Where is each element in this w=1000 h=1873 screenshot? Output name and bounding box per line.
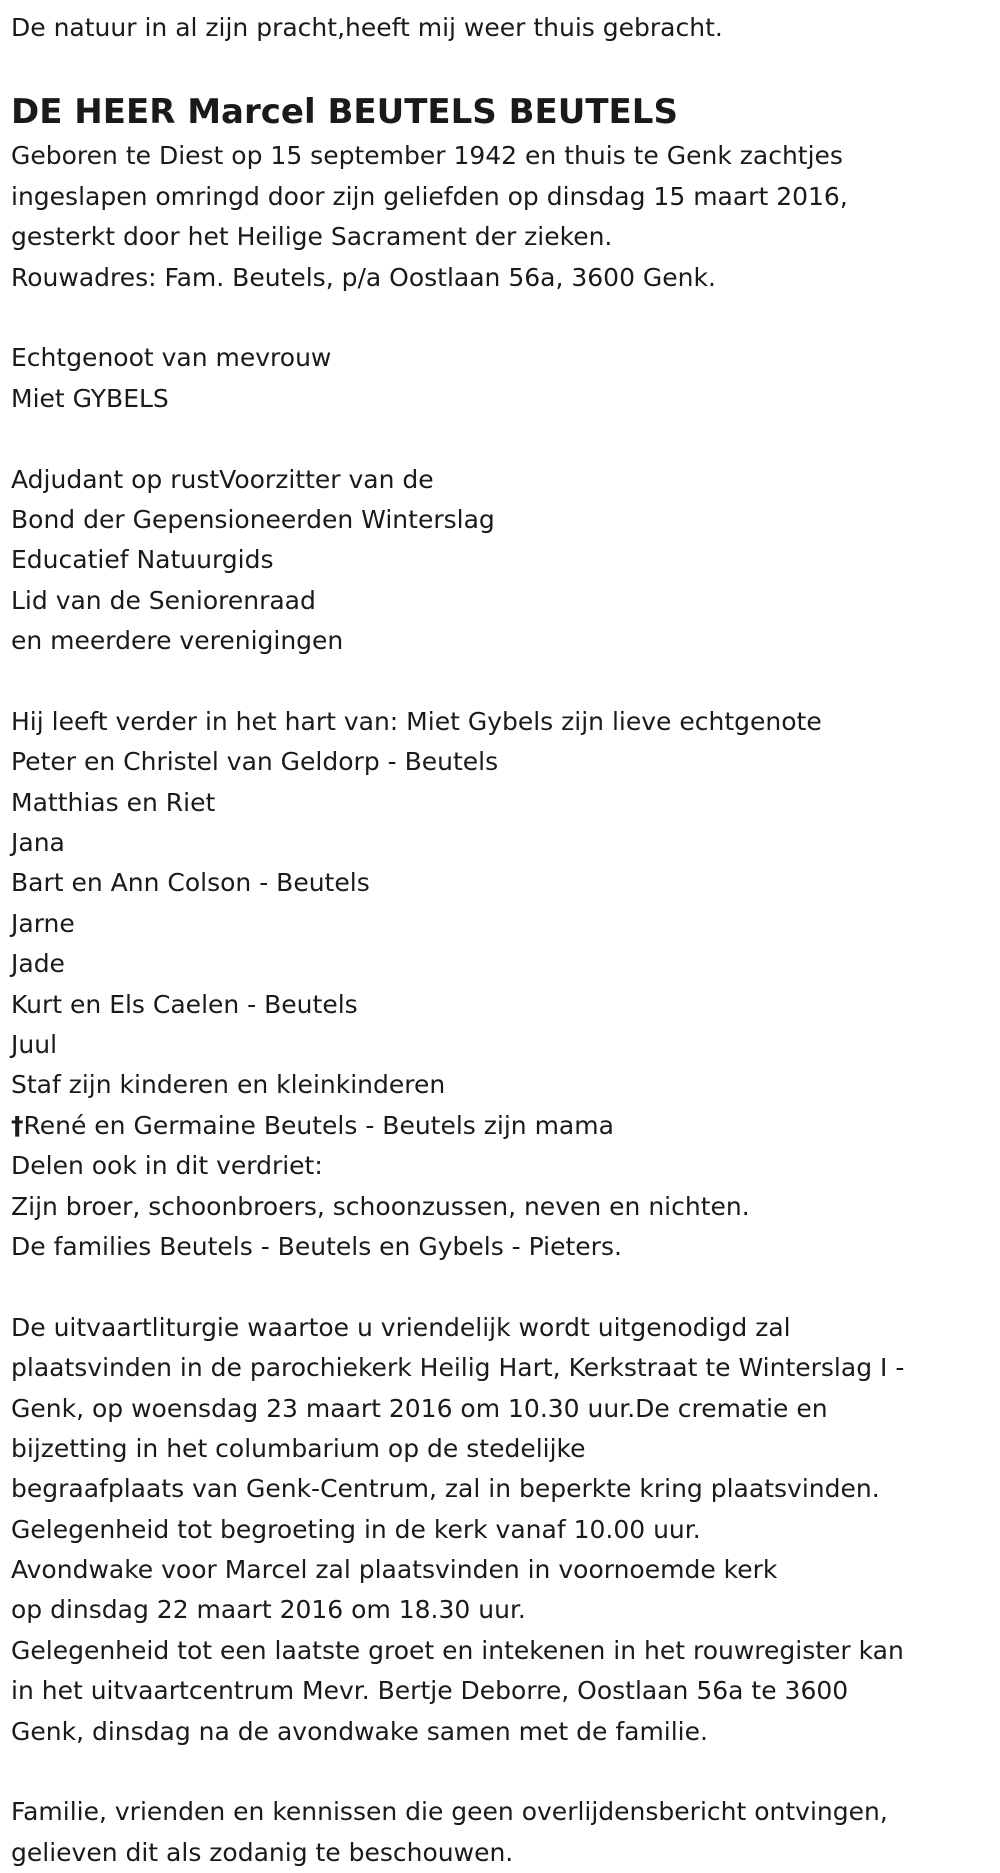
ceremony-line: Gelegenheid tot begroeting in de kerk vanaf 10.00 uur. (11, 1514, 701, 1544)
family-line: Jarne (11, 908, 75, 938)
spacer (11, 1752, 989, 1792)
function-line: en meerdere verenigingen (11, 626, 344, 656)
spacer (11, 661, 989, 701)
ceremony-section (11, 1308, 989, 1752)
obituary-title: DE HEER Marcel BEUTELS BEUTELS (11, 92, 678, 133)
ceremony-line: Genk, op woensdag 23 maart 2016 om 10.30 uur.De crematie en (11, 1393, 828, 1423)
ceremony-line: in het uitvaartcentrum Mevr. Bertje Deborre, Oostlaan 56a te 3600 (11, 1676, 849, 1706)
spouse-section (11, 338, 989, 419)
family-line: Hij leeft verder in het hart van: Miet Gybels zijn lieve echtgenote (11, 706, 822, 736)
function-line: Bond der Gepensioneerden Winterslag (11, 504, 495, 534)
spacer (11, 298, 989, 338)
family-line: Bart en Ann Colson - Beutels (11, 868, 370, 898)
closing-line: Familie, vrienden en kennissen die geen overlijdensbericht ontvingen, (11, 1797, 888, 1827)
spacer (11, 419, 989, 459)
spacer (11, 1267, 989, 1307)
function-line: Adjudant op rustVoorzitter van de (11, 464, 434, 494)
family-line: Jade (11, 949, 65, 979)
family-line: Kurt en Els Caelen - Beutels (11, 989, 358, 1019)
family-line: Peter en Christel van Geldorp - Beutels (11, 747, 499, 777)
ceremony-line: bijzetting in het columbarium op de stedelijke (11, 1433, 586, 1463)
birth-section (11, 136, 989, 298)
family-line: Jana (11, 828, 65, 858)
ceremony-line: plaatsvinden in de parochiekerk Heilig Hart, Kerkstraat te Winterslag I - (11, 1353, 905, 1383)
parents-line (11, 1106, 989, 1146)
relatives-line: De families Beutels - Beutels en Gybels - Pieters. (11, 1231, 622, 1261)
spouse-line: Echtgenoot van mevrouw (11, 343, 332, 373)
closing-section (11, 1792, 989, 1873)
closing-line: gelieven dit als zodanig te beschouwen. (11, 1837, 514, 1867)
ceremony-line: De uitvaartliturgie waartoe u vriendelijk wordt uitgenodigd zal (11, 1312, 791, 1342)
functions-section (11, 460, 989, 662)
family-line: Juul (11, 1029, 58, 1059)
function-line: Educatief Natuurgids (11, 545, 274, 575)
family-line: Matthias en Riet (11, 787, 216, 817)
parents-text: René en Germaine Beutels - Beutels zijn mama (23, 1110, 614, 1140)
ceremony-line: Genk, dinsdag na de avondwake samen met de familie. (11, 1716, 708, 1746)
relatives-line: Delen ook in dit verdriet: (11, 1151, 323, 1181)
ceremony-line: Avondwake voor Marcel zal plaatsvinden in voornoemde kerk (11, 1555, 778, 1585)
mourning-address: Rouwadres: Fam. Beutels, p/a Oostlaan 56a, 3600 Genk. (11, 262, 716, 292)
ceremony-line: begraafplaats van Genk-Centrum, zal in beperkte kring plaatsvinden. (11, 1474, 880, 1504)
birth-line: gesterkt door het Heilige Sacrament der zieken. (11, 222, 613, 252)
birth-line: Geboren te Diest op 15 september 1942 en thuis te Genk zachtjes (11, 141, 843, 171)
family-line: Staf zijn kinderen en kleinkinderen (11, 1070, 446, 1100)
relatives-line: Zijn broer, schoonbroers, schoonzussen, neven en nichten. (11, 1191, 750, 1221)
ceremony-line: op dinsdag 22 maart 2016 om 18.30 uur. (11, 1595, 526, 1625)
birth-line: ingeslapen omringd door zijn geliefden op dinsdag 15 maart 2016, (11, 181, 848, 211)
ceremony-line: Gelegenheid tot een laatste groet en intekenen in het rouwregister kan (11, 1635, 904, 1665)
family-section (11, 702, 989, 1267)
function-line: Lid van de Seniorenraad (11, 585, 316, 615)
intro-quote: De natuur in al zijn pracht,heeft mij weer thuis gebracht. (11, 13, 723, 42)
cross-icon: † (11, 1110, 24, 1140)
spouse-name: Miet GYBELS (11, 383, 169, 413)
